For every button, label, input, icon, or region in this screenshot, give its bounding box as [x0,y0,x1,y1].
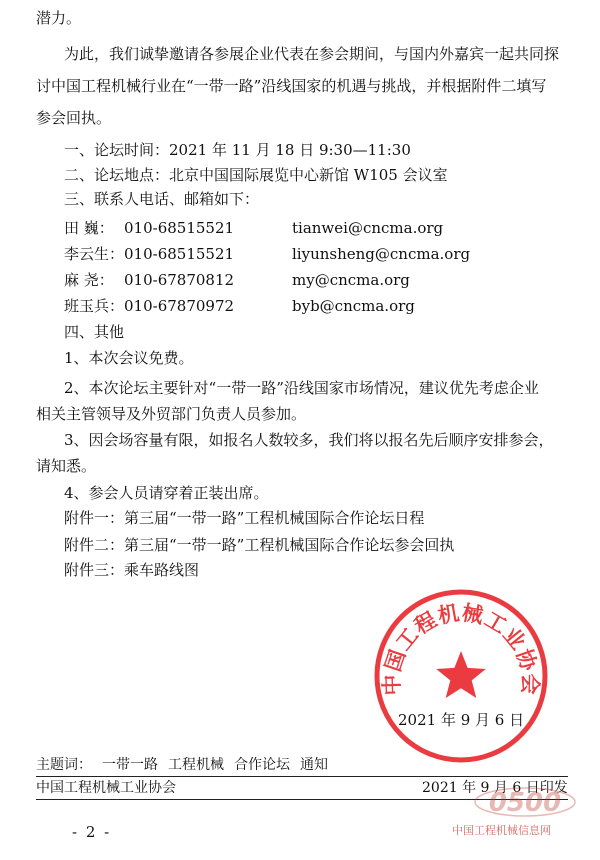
contact-phone: 010-68515521 [124,245,235,263]
other-item-1: 1、本次会议免费。 [64,349,194,367]
contact-phone: 010-68515521 [124,219,235,237]
keywords-line [36,755,338,775]
keywords-label: 主题词： [36,757,92,773]
other-item-4: 4、参会人员请穿着正装出席。 [64,484,269,502]
watermark-logo-text: 0500 [488,788,562,818]
forum-place: 二、论坛地点：北京中国国际展览中心新馆 W105 会议室 [64,166,448,184]
contact-phone: 010-67870972 [124,297,235,315]
page-number: - 2 - [72,823,112,841]
invitation-line-2: 讨中国工程机械行业在“一带一路”沿线国家的机遇与挑战，并根据附件二填写 [36,77,547,95]
contact-email: tianwei@cncma.org [292,219,444,237]
invitation-line-1: 为此，我们诚挚邀请各参展企业代表在参会期间，与国内外嘉宾一起共同探 [64,45,560,63]
attachment-2: 附件二：第三届“一带一路”工程机械国际合作论坛参会回执 [64,536,455,554]
contact-phone: 010-67870812 [124,271,235,289]
contact-name: 麻 尧： [64,271,114,289]
invitation-line-3: 参会回执。 [36,109,112,127]
attachment-1: 附件一：第三届“一带一路”工程机械国际合作论坛日程 [64,509,425,527]
other-item-3-line-1: 3、因会场容量有限，如报名人数较多，我们将以报名先后顺序安排参会， [64,431,554,449]
contact-email: liyunsheng@cncma.org [292,245,471,263]
contact-name: 李云生： [64,245,125,263]
contact-row [64,244,470,264]
contact-row [64,296,415,316]
keyword: 合作论坛 [234,757,290,773]
seal-text: 中国工程机械工业协会 [379,600,543,696]
attachment-3: 附件三：乘车路线图 [64,561,200,579]
other-item-2-line-2: 相关主管领导及外贸部门负责人员参加。 [36,405,307,423]
contact-email: byb@cncma.org [292,297,415,315]
divider-top [36,776,568,777]
forum-time: 一、论坛时间：2021 年 11 月 18 日 9:30—11:30 [64,141,411,159]
footer-print-date: 2021 年 9 月 6 日印发 [422,780,568,796]
other-item-3-line-2: 请知悉。 [36,457,97,475]
watermark-site-name: 中国工程机械信息网 [452,824,551,837]
watermark-logo [470,782,580,822]
contact-email: my@cncma.org [292,271,410,289]
footer-org: 中国工程机械工业协会 [36,780,176,796]
other-item-2-line-1: 2、本次论坛主要针对“一带一路”沿线国家市场情况，建议优先考虑企业 [64,379,539,397]
contact-name: 班玉兵： [64,297,125,315]
keyword: 工程机械 [168,757,224,773]
contact-heading: 三、联系人电话、邮箱如下： [64,190,260,208]
other-heading: 四、其他 [64,323,125,341]
sign-date: 2021 年 9 月 6 日 [398,711,525,729]
contact-name: 田 巍： [64,219,114,237]
paragraph-end-line: 潜力。 [36,9,82,27]
keyword: 通知 [300,757,328,773]
contact-row [64,270,410,290]
official-seal [372,587,550,765]
seal-star-icon [436,651,486,698]
contact-row [64,218,443,238]
keyword: 一带一路 [102,757,158,773]
